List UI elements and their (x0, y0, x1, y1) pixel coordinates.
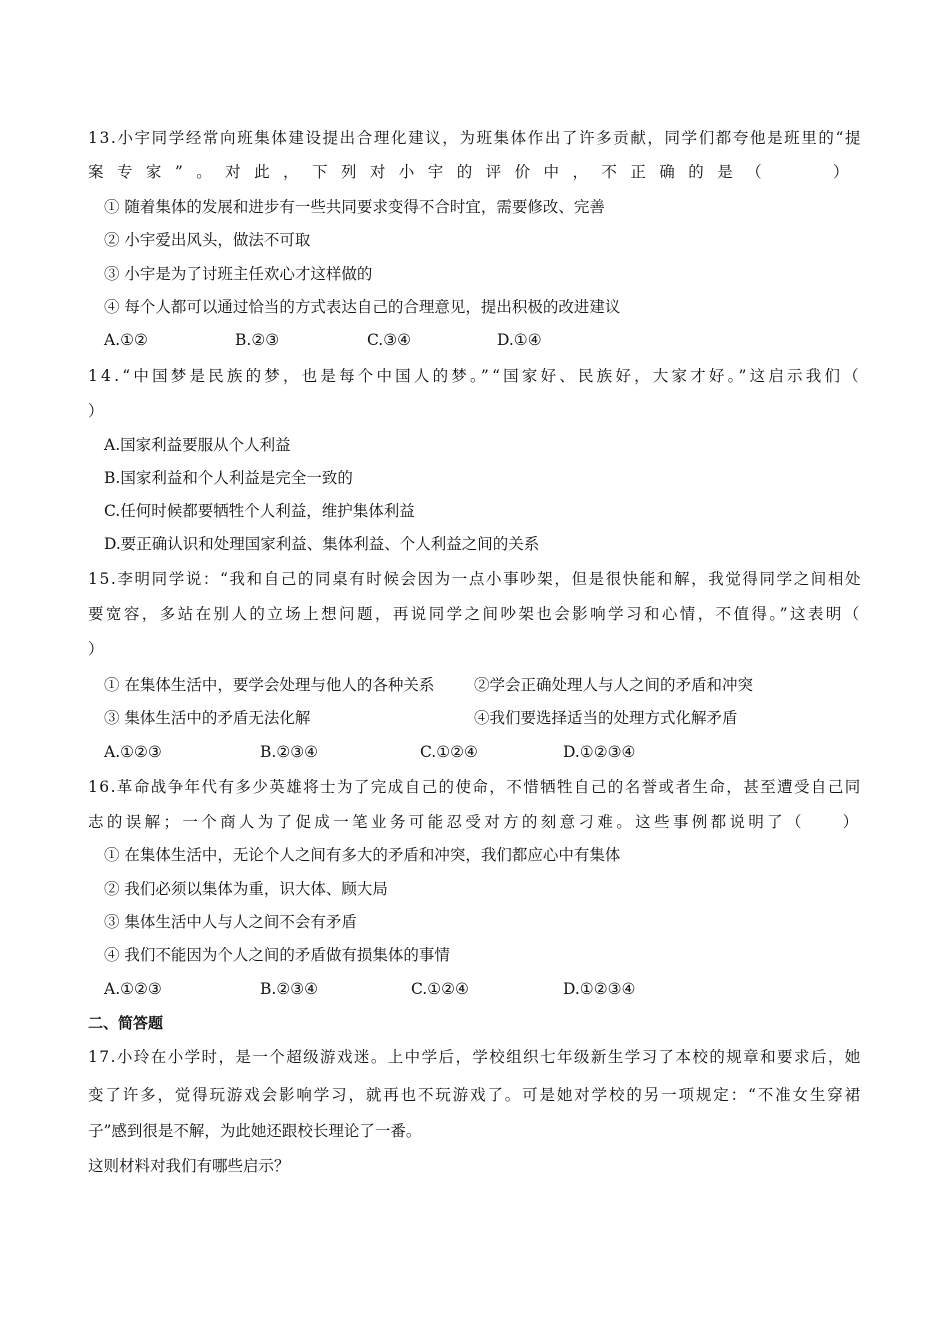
q16-option-d: D.①②③④ (563, 980, 636, 998)
q14-option-d: D.要正确认识和处理国家利益、集体利益、个人利益之间的关系 (104, 535, 540, 553)
q13-option-d: D.①④ (497, 331, 542, 349)
q17-line-2: 变了许多，觉得玩游戏会影响学习，就再也不玩游戏了。可是她对学校的另一项规定：“不准女生穿裙 (88, 1086, 862, 1104)
q16-option-b: B.②③④ (260, 980, 319, 998)
q13-option-a: A.①② (104, 331, 148, 349)
q13-option-b: B.②③ (235, 331, 280, 349)
q17-line-3: 子”感到很是不解，为此她还跟校长理论了一番。 (88, 1122, 422, 1140)
q16-stem-line-1: 16.革命战争年代有多少英雄将士为了完成自己的使命，不惜牺牲自己的名誉或者生命，甚至遭受自己同 (88, 778, 862, 796)
q13-option-c: C.③④ (367, 331, 412, 349)
q13-item-3: ③ 小宇是为了讨班主任欢心才这样做的 (104, 265, 373, 283)
q15-stem-line-2: 要宽容，多站在别人的立场上想问题，再说同学之间吵架也会影响学习和心情，不值得。”这表明（ (88, 605, 862, 623)
q14-option-a: A.国家利益要服从个人利益 (104, 436, 291, 454)
q14-option-b: B.国家利益和个人利益是完全一致的 (104, 469, 353, 487)
q16-option-c: C.①②④ (411, 980, 469, 998)
q16-item-3: ③ 集体生活中人与人之间不会有矛盾 (104, 913, 357, 931)
q13-stem-line-2: 案专家”。对此，下列对小宇的评价中，不正确的是（ ） (88, 163, 862, 181)
q15-option-a: A.①②③ (104, 743, 162, 761)
q16-stem-line-2: 志的误解；一个商人为了促成一笔业务可能忍受对方的刻意刁难。这些事例都说明了（ ） (88, 813, 862, 831)
q15-stem-line-1: 15.李明同学说：“我和自己的同桌有时候会因为一点小事吵架，但是很快能和解，我觉得同学之间相处 (88, 570, 863, 588)
q15-item-2: ②学会正确处理人与人之间的矛盾和冲突 (474, 676, 754, 694)
q17-line-4: 这则材料对我们有哪些启示？ (88, 1157, 290, 1175)
section-heading: 二、简答题 (88, 1014, 164, 1032)
q15-stem-line-3: ） (88, 640, 104, 658)
q15-option-c: C.①②④ (420, 743, 478, 761)
q14-option-c: C.任何时候都要牺牲个人利益，维护集体利益 (104, 502, 415, 520)
q16-item-1: ① 在集体生活中，无论个人之间有多大的矛盾和冲突，我们都应心中有集体 (104, 846, 621, 864)
q13-stem-line-1: 13.小宇同学经常向班集体建设提出合理化建议，为班集体作出了许多贡献，同学们都夸他是班里的“提 (88, 129, 863, 147)
q16-option-a: A.①②③ (104, 980, 162, 998)
q17-line-1: 17.小玲在小学时，是一个超级游戏迷。上中学后，学校组织七年级新生学习了本校的规章和要求后，她 (88, 1048, 862, 1066)
q13-item-2: ② 小宇爱出风头，做法不可取 (104, 231, 311, 249)
q14-stem-line-1: 14.“中国梦是民族的梦，也是每个中国人的梦。”“国家好、民族好，大家才好。”这启示我们（ (88, 367, 862, 385)
q15-option-d: D.①②③④ (563, 743, 636, 761)
q15-item-4: ④我们要选择适当的处理方式化解矛盾 (474, 709, 738, 727)
q16-item-4: ④ 我们不能因为个人之间的矛盾做有损集体的事情 (104, 946, 450, 964)
q14-stem-line-2: ） (88, 402, 104, 420)
q16-item-2: ② 我们必须以集体为重，识大体、顾大局 (104, 880, 388, 898)
q13-item-4: ④ 每个人都可以通过恰当的方式表达自己的合理意见，提出积极的改进建议 (104, 298, 621, 316)
q13-item-1: ① 随着集体的发展和进步有一些共同要求变得不合时宜，需要修改、完善 (104, 198, 605, 216)
q15-option-b: B.②③④ (260, 743, 319, 761)
q15-item-1: ① 在集体生活中，要学会处理与他人的各种关系 (104, 676, 435, 694)
q15-item-3: ③ 集体生活中的矛盾无法化解 (104, 709, 311, 727)
